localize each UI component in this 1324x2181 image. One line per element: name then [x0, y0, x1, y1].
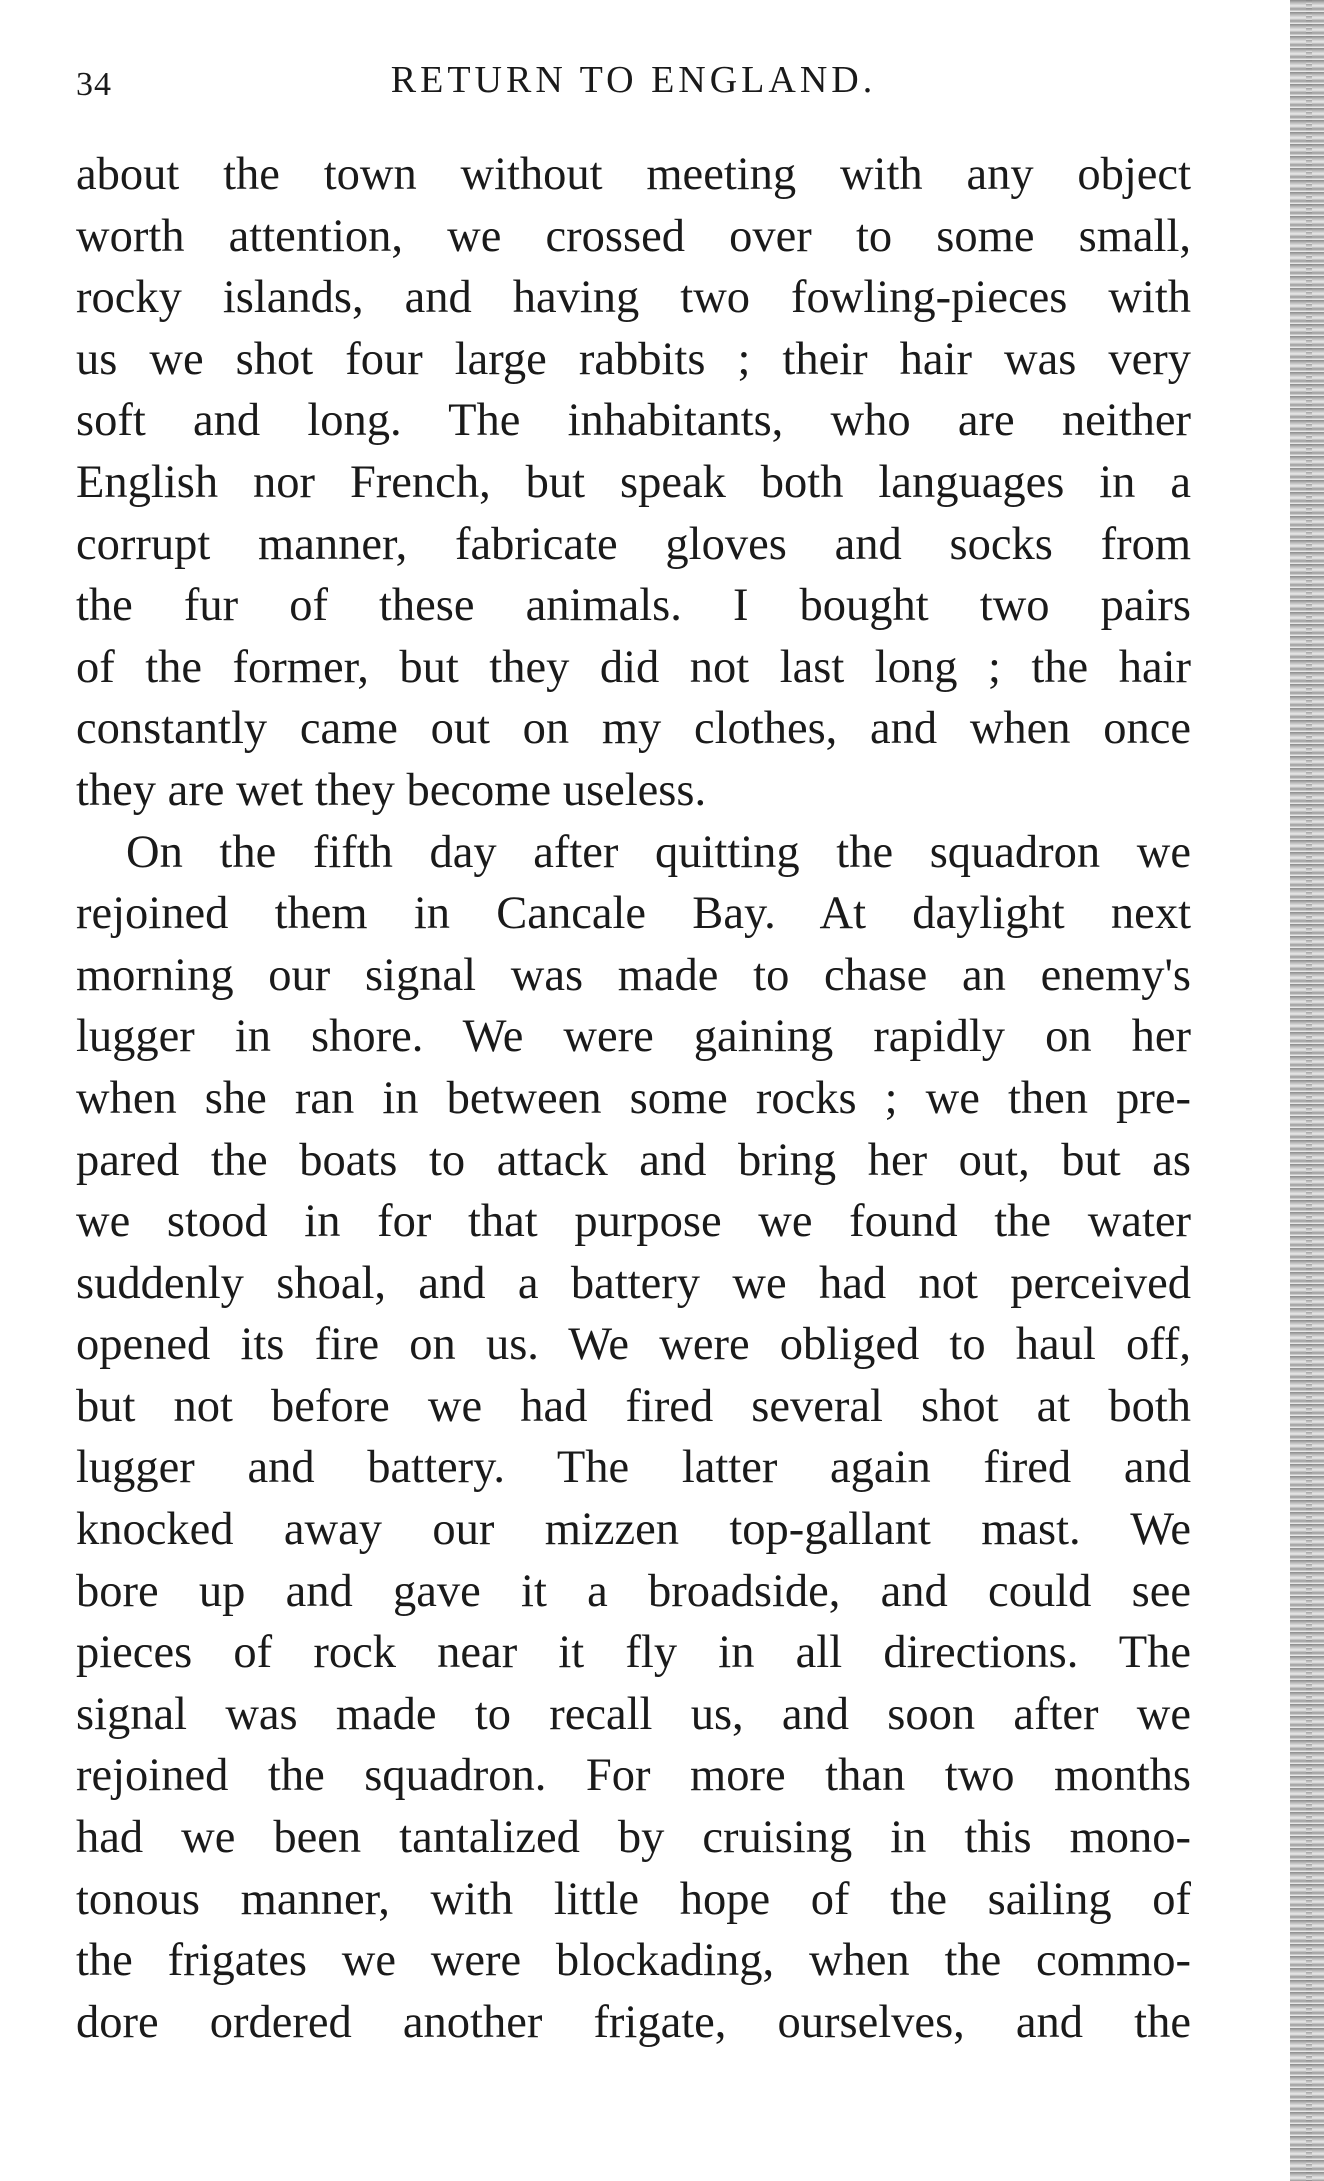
running-head: RETURN TO ENGLAND. [390, 59, 877, 101]
text-line: lugger in shore. We were gaining rapidly on her [76, 1011, 1191, 1063]
text-line: about the town without meeting with any object [76, 149, 1191, 200]
text-line: rocky islands, and having two fowling-pieces with [76, 272, 1191, 324]
text-line: pared the boats to attack and bring her out, but as [76, 1134, 1191, 1186]
text-line: corrupt manner, fabricate gloves and socks from [76, 518, 1191, 570]
body-text [76, 144, 1191, 2053]
text-line: rejoined the squadron. For more than two months [76, 1750, 1191, 1802]
text-line: suddenly shoal, and a battery we had not perceived [76, 1257, 1191, 1309]
text-line: bore up and gave it a broadside, and could see [76, 1565, 1191, 1617]
text-line: us we shot four large rabbits ; their hair was very [76, 333, 1191, 385]
text-line: rejoined them in Cancale Bay. At daylight next [76, 888, 1191, 940]
text-line: the frigates we were blockading, when the commo- [76, 1935, 1191, 1987]
page-number: 34 [76, 66, 112, 103]
page-edge-shadow [1290, 0, 1324, 2181]
text-line: worth attention, we crossed over to some small, [76, 210, 1191, 262]
text-line: constantly came out on my clothes, and when once [76, 703, 1191, 755]
text-line: knocked away our mizzen top-gallant mast. We [76, 1504, 1191, 1556]
text-line: morning our signal was made to chase an enemy's [76, 949, 1191, 1001]
text-line: of the former, but they did not last long ; the hair [76, 641, 1191, 693]
text-line: pieces of rock near it fly in all directions. The [76, 1627, 1191, 1679]
text-line: tonous manner, with little hope of the sailing of [76, 1873, 1191, 1925]
text-line: On the fifth day after quitting the squadron we [126, 826, 1191, 878]
text-line: when she ran in between some rocks ; we then pre- [76, 1072, 1191, 1124]
text-line: they are wet they become useless. [76, 764, 707, 816]
text-line: soft and long. The inhabitants, who are neither [76, 395, 1191, 447]
text-line: we stood in for that purpose we found the water [76, 1196, 1191, 1248]
text-line: lugger and battery. The latter again fired and [76, 1442, 1191, 1494]
text-line: the fur of these animals. I bought two pairs [76, 580, 1191, 632]
page-edge-texture [1306, 0, 1312, 2181]
page-header [76, 58, 1191, 118]
text-line: but not before we had fired several shot at both [76, 1380, 1191, 1432]
text-line: English nor French, but speak both languages in a [76, 456, 1191, 508]
text-line: dore ordered another frigate, ourselves, and the [76, 1996, 1191, 2048]
text-line: opened its fire on us. We were obliged to haul off, [76, 1319, 1191, 1371]
text-line: had we been tantalized by cruising in this mono- [76, 1812, 1191, 1864]
text-line: signal was made to recall us, and soon after we [76, 1688, 1191, 1740]
